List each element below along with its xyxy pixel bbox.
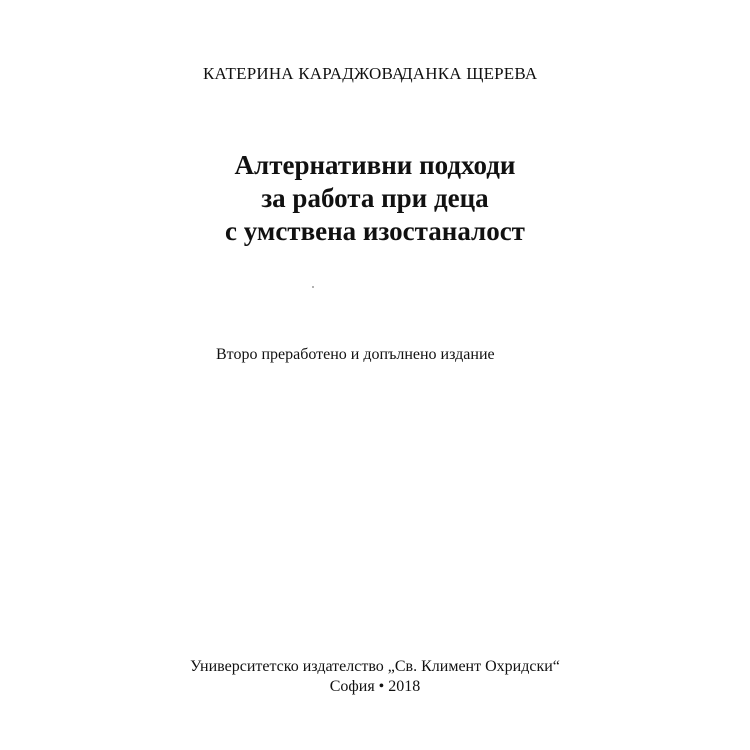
print-speck — [312, 286, 314, 288]
publisher-block — [0, 657, 750, 697]
publisher-name: Университетско издателство „Св. Климент Охридски“ — [190, 658, 560, 675]
edition-text: Второ преработено и допълнено издание — [216, 346, 495, 363]
title-line-3: с умствена изостаналост — [225, 216, 525, 246]
author-karadzhova: КАТЕРИНА КАРАДЖОВА — [203, 64, 405, 83]
publisher-place-year: София • 2018 — [329, 678, 421, 695]
author-shtereva: ДАНКА ЩЕРЕВА — [401, 64, 538, 83]
title-line-2: за работа при деца — [261, 183, 489, 213]
book-title — [0, 149, 750, 248]
title-line-1: Алтернативни подходи — [234, 150, 516, 180]
